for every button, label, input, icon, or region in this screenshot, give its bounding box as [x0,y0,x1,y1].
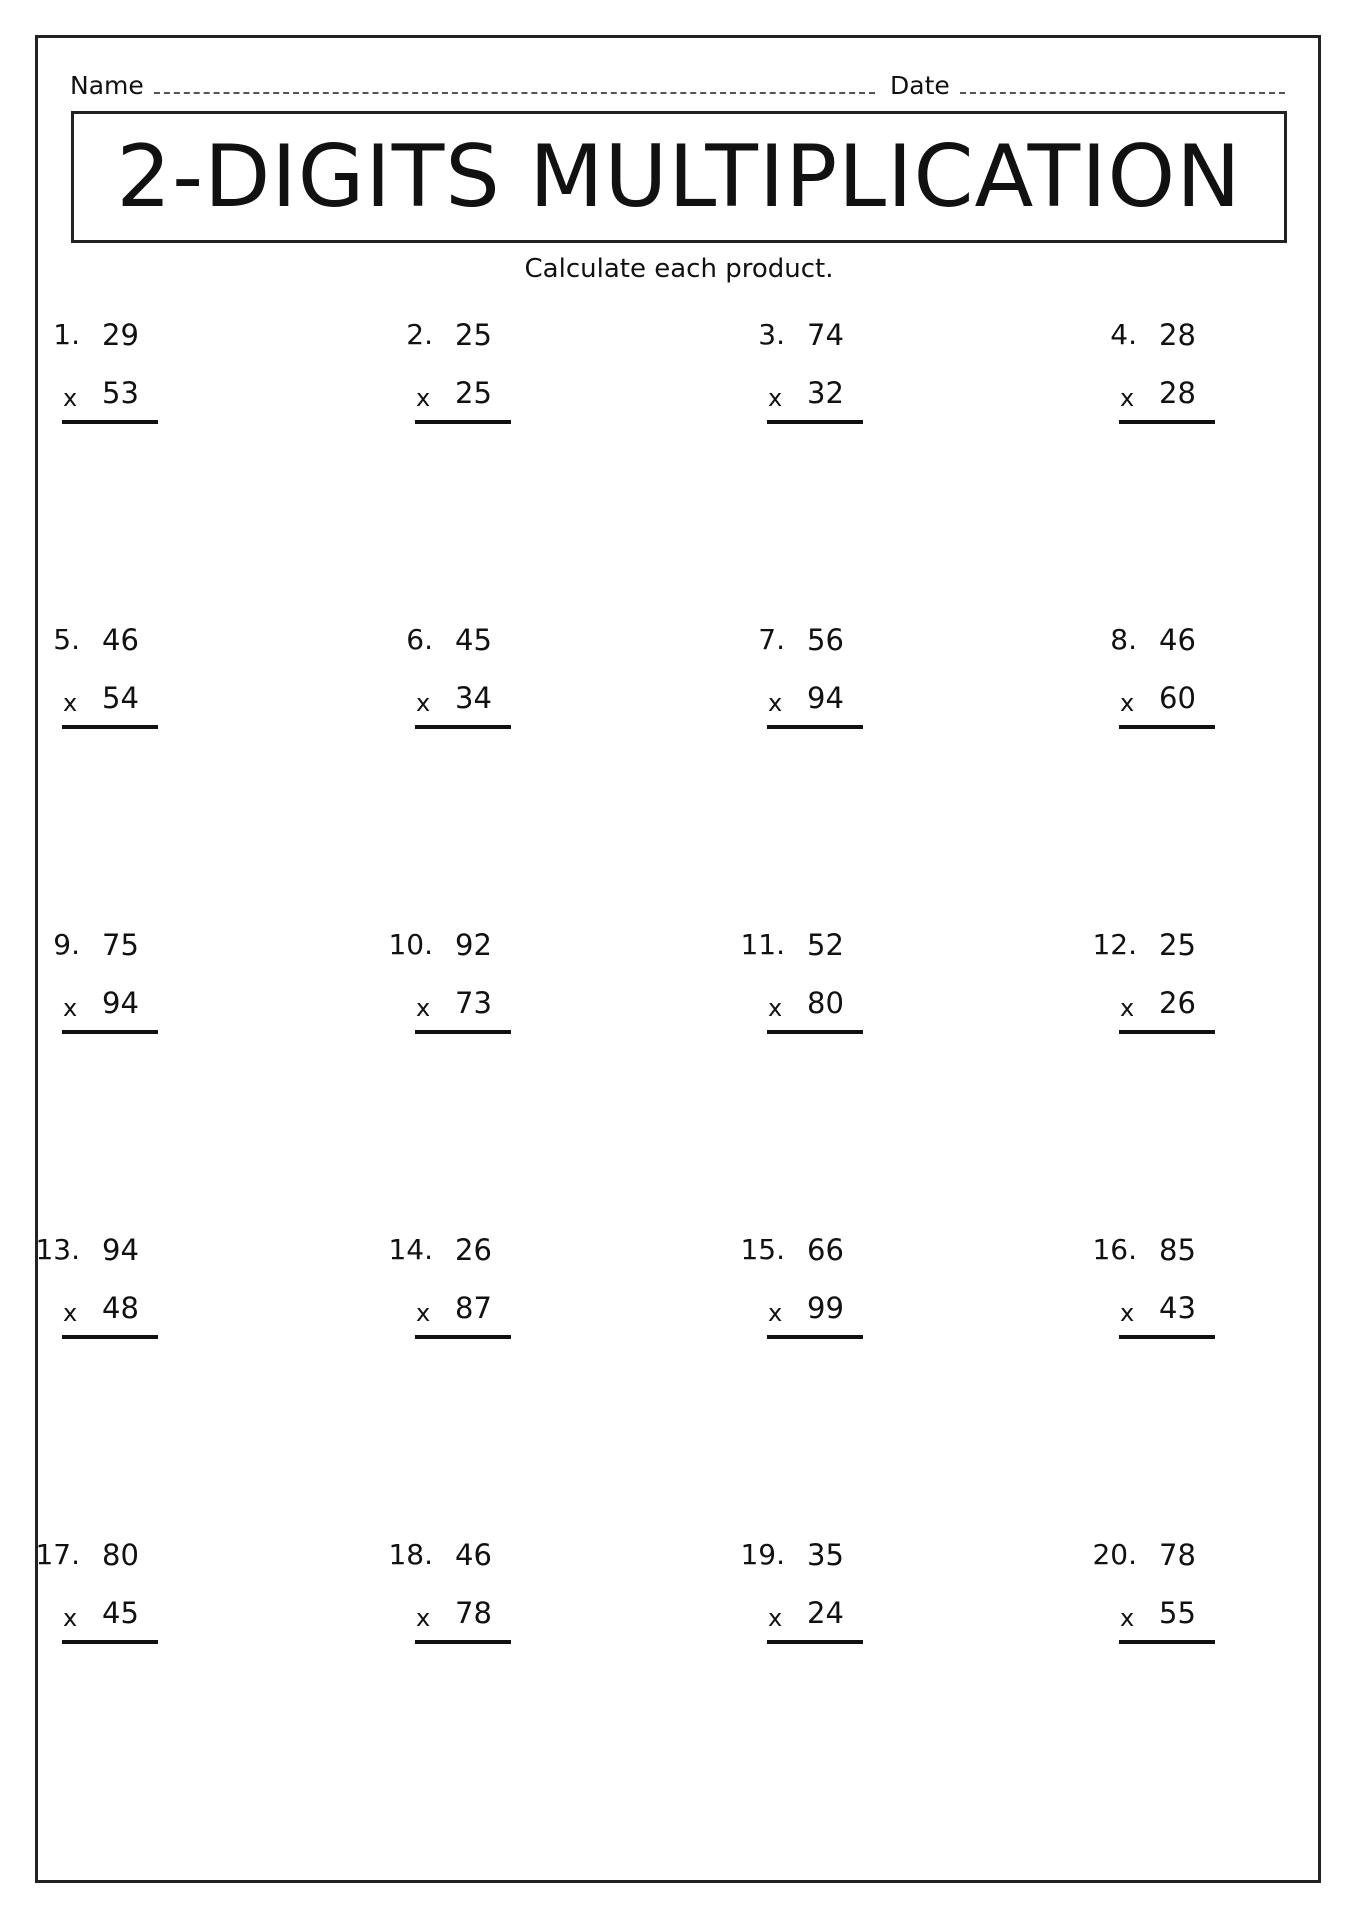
multiplier: 87 [455,1291,492,1325]
answer-line [415,420,511,424]
multiplicand: 78 [1159,1538,1196,1572]
problem-6 [363,623,563,733]
title-box [71,111,1287,243]
multiply-sign: x [416,689,431,717]
problem-18 [363,1538,563,1648]
problem-9 [10,928,210,1038]
multiplicand: 56 [807,623,844,657]
answer-line [415,1335,511,1339]
multiplier: 55 [1159,1596,1196,1630]
problem-4 [1067,318,1267,428]
multiply-sign: x [416,384,431,412]
problem-number: 7. [758,623,785,656]
problem-number: 14. [388,1233,433,1266]
answer-line [415,725,511,729]
name-field[interactable] [70,66,875,100]
multiply-sign: x [1120,689,1135,717]
multiplicand: 66 [807,1233,844,1267]
answer-line [1119,1030,1215,1034]
multiply-sign: x [1120,1604,1135,1632]
problem-19 [715,1538,915,1648]
problem-number: 18. [388,1538,433,1571]
problem-number: 2. [406,318,433,351]
multiplicand: 85 [1159,1233,1196,1267]
multiplier: 34 [455,681,492,715]
problem-8 [1067,623,1267,733]
multiplier: 78 [455,1596,492,1630]
multiplier: 99 [807,1291,844,1325]
problem-number: 4. [1110,318,1137,351]
multiply-sign: x [1120,1299,1135,1327]
date-blank-line[interactable] [960,92,1285,94]
answer-line [767,1335,863,1339]
problem-number: 8. [1110,623,1137,656]
problem-16 [1067,1233,1267,1343]
multiplicand: 28 [1159,318,1196,352]
multiply-sign: x [768,994,783,1022]
problem-number: 11. [740,928,785,961]
multiplicand: 25 [1159,928,1196,962]
name-blank-line[interactable] [154,92,875,94]
problem-number: 19. [740,1538,785,1571]
problem-17 [10,1538,210,1648]
multiplier: 80 [807,986,844,1020]
multiplicand: 46 [455,1538,492,1572]
problem-number: 15. [740,1233,785,1266]
multiplicand: 46 [102,623,139,657]
multiplicand: 46 [1159,623,1196,657]
problem-12 [1067,928,1267,1038]
problem-1 [10,318,210,428]
problem-number: 12. [1092,928,1137,961]
multiplier: 28 [1159,376,1196,410]
multiply-sign: x [63,689,78,717]
answer-line [1119,1335,1215,1339]
multiplicand: 26 [455,1233,492,1267]
answer-line [62,420,158,424]
multiply-sign: x [63,384,78,412]
problem-number: 10. [388,928,433,961]
answer-line [62,725,158,729]
multiplicand: 94 [102,1233,139,1267]
multiply-sign: x [416,1604,431,1632]
multiply-sign: x [416,994,431,1022]
problem-number: 9. [53,928,80,961]
multiply-sign: x [63,994,78,1022]
multiplier: 73 [455,986,492,1020]
problem-number: 13. [35,1233,80,1266]
problem-14 [363,1233,563,1343]
answer-line [1119,1640,1215,1644]
multiplicand: 74 [807,318,844,352]
answer-line [415,1640,511,1644]
multiplier: 45 [102,1596,139,1630]
multiplier: 54 [102,681,139,715]
multiplier: 94 [807,681,844,715]
multiplicand: 52 [807,928,844,962]
problem-5 [10,623,210,733]
multiply-sign: x [768,1604,783,1632]
problem-2 [363,318,563,428]
multiplier: 48 [102,1291,139,1325]
name-label: Name [70,71,144,100]
multiply-sign: x [768,384,783,412]
problem-10 [363,928,563,1038]
multiplier: 94 [102,986,139,1020]
page-title: 2-DIGITS MULTIPLICATION [116,127,1242,227]
multiplicand: 29 [102,318,139,352]
problem-7 [715,623,915,733]
multiplier: 53 [102,376,139,410]
instruction-text: Calculate each product. [524,254,834,284]
multiplicand: 92 [455,928,492,962]
problem-number: 20. [1092,1538,1137,1571]
problem-number: 5. [53,623,80,656]
problem-number: 1. [53,318,80,351]
multiplicand: 80 [102,1538,139,1572]
answer-line [767,1640,863,1644]
answer-line [1119,725,1215,729]
multiplier: 43 [1159,1291,1196,1325]
multiply-sign: x [63,1604,78,1632]
multiplier: 24 [807,1596,844,1630]
multiply-sign: x [63,1299,78,1327]
answer-line [62,1335,158,1339]
date-label: Date [890,71,950,100]
answer-line [415,1030,511,1034]
multiplicand: 45 [455,623,492,657]
multiplicand: 75 [102,928,139,962]
problem-13 [10,1233,210,1343]
problem-20 [1067,1538,1267,1648]
multiplier: 32 [807,376,844,410]
multiplier: 26 [1159,986,1196,1020]
problem-number: 3. [758,318,785,351]
multiply-sign: x [1120,384,1135,412]
multiplicand: 35 [807,1538,844,1572]
multiply-sign: x [416,1299,431,1327]
problem-number: 6. [406,623,433,656]
date-field[interactable] [890,66,1285,100]
multiplicand: 25 [455,318,492,352]
problem-15 [715,1233,915,1343]
multiply-sign: x [768,1299,783,1327]
multiplier: 60 [1159,681,1196,715]
multiply-sign: x [1120,994,1135,1022]
answer-line [767,725,863,729]
multiply-sign: x [768,689,783,717]
problem-11 [715,928,915,1038]
problem-number: 16. [1092,1233,1137,1266]
answer-line [767,420,863,424]
answer-line [767,1030,863,1034]
problem-number: 17. [35,1538,80,1571]
answer-line [62,1030,158,1034]
problem-3 [715,318,915,428]
answer-line [62,1640,158,1644]
answer-line [1119,420,1215,424]
multiplier: 25 [455,376,492,410]
